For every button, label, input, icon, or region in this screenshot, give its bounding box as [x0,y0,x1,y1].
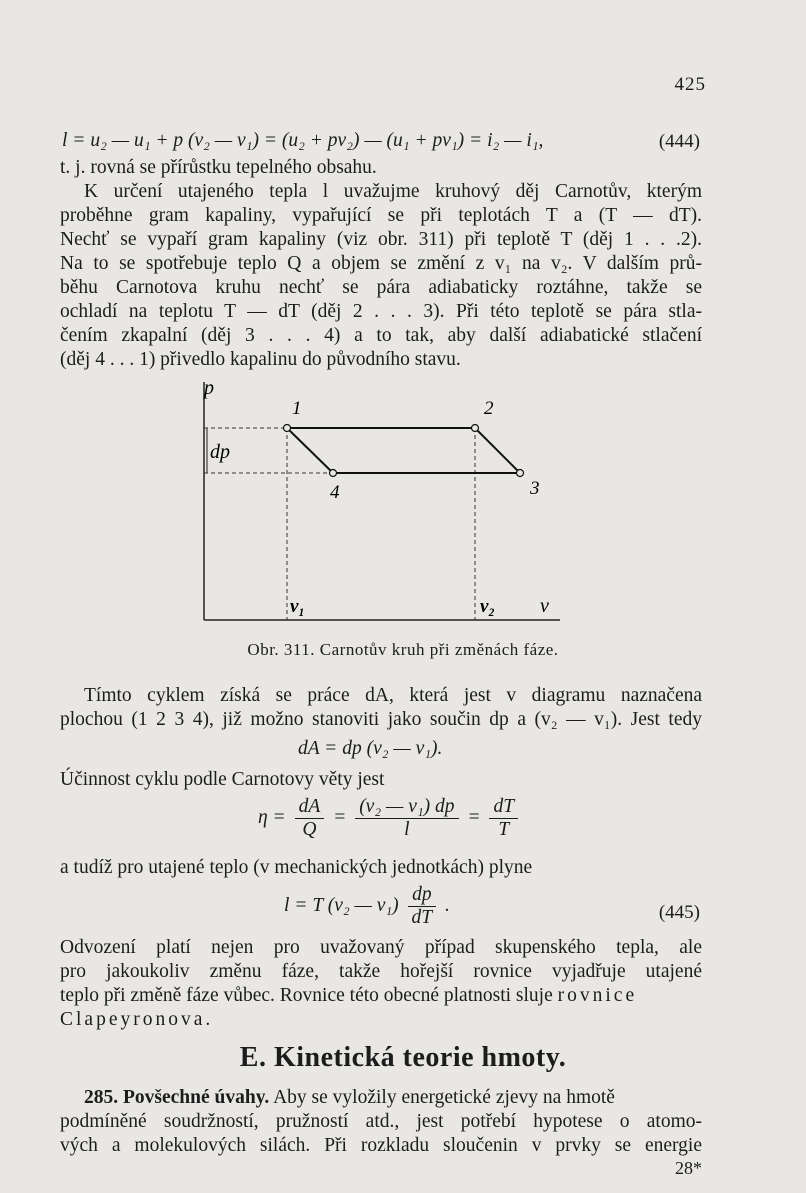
label-v1: v₁ [290,596,306,617]
fraction-dT-T: $\frac{dT}{T}$ [489,796,518,841]
eta-lhs: η = [258,806,286,828]
fraction-dp-l: $\frac{\text{(v₂ — v₁) dp}}{l}$ [355,796,458,841]
text-line: plochou (1 2 3 4), již možno stanoviti jako součin dp a (v₂ — v₁). Jest tedy [60,709,702,730]
text-line: vých a molekulových silách. Při rozkladu sloučenin v prvky se energie [60,1135,702,1156]
text-line: Účinnost cyklu podle Carnotovy věty jest [60,769,385,790]
text-line: běhu Carnotova kruhu nechť se pára adiabaticky roztáhne, takže se [60,277,702,298]
signature-mark: 28* [675,1158,702,1178]
dp-label: dp [210,441,230,463]
text-line: t. j. rovná se přírůstku tepelného obsahu. [60,157,377,178]
text-line: čením zkapalní (děj 3 . . . 4) a to tak, aby další adiabatické stlačení [60,325,702,346]
text-line: Odvození platí nejen pro uvažovaný případ skupenského tepla, ale [60,937,702,958]
label-v2: v₂ [480,596,496,617]
equation-dA: dA = dp (v₂ — v₁). [298,738,443,759]
eta-equals: = [467,806,481,828]
text-line: pro jakoukoliv změnu fáze, takže hořejší rovnice vyjadřuje utajené [60,961,702,982]
subsection-heading: 285. Povšechné úvahy. [84,1087,270,1108]
equation-445: l = T (v₂ — v₁) $\frac{dp}{dT}$ . [284,884,450,928]
fraction-dp-dT: $\frac{dp}{dT}$ [408,884,437,929]
label-point-4: 4 [330,482,340,503]
section-heading: E. Kinetická teorie hmoty. [239,1042,567,1073]
page-number: 425 [674,74,706,95]
text-line: ochladí na teplotu T — dT (děj 2 . . . 3). Při této teplotě se pára stla- [60,301,702,322]
label-point-2: 2 [484,398,494,419]
text-line: podmíněné soudržností, pružností atd., jest potřebí hypotese o atomo- [60,1111,702,1132]
equation-445-number: (445) [658,902,700,923]
text-line: Clapeyronova. [60,1009,211,1030]
text-line: (děj 4 . . . 1) přivedlo kapalinu do původního stavu. [60,349,461,370]
equation-444-number: (444) [658,131,700,152]
text-line: K určení utajeného tepla l uvažujme kruhový děj Carnotův, kterým [84,181,702,202]
state-point-1 [284,425,291,432]
state-point-3 [517,470,524,477]
state-point-2 [472,425,479,432]
label-point-1: 1 [292,398,302,419]
p-axis-label: p [204,377,214,399]
term-clapeyronova: Clapeyronova [60,1009,206,1030]
text-line: teplo při změně fáze vůbec. Rovnice této obecné platnosti sluje rovnice [60,985,638,1006]
equation-444: l = u₂ — u₁ + p (v₂ — v₁) = (u₂ + pv₂) — (u₁ + pv₁) = i₂ — i₁, [62,130,544,151]
text-line: Nechť se vypaří gram kapaliny (viz obr. 311) při teplotě T (děj 1 . . .2). [60,229,702,250]
text-line: a tudíž pro utajené teplo (v mechanických jednotkách) plyne [60,857,533,878]
term-rovnice: rovnice [557,985,638,1006]
equation-efficiency: η = $\frac{dA}{Q}$ = $\frac{\text{(v₂ — v₁) dp}}{l}$ = $\frac{dT}{T}$ [258,796,522,841]
text-line: 285. Povšechné úvahy. Aby se vyložily energetické zjevy na hmotě [84,1087,615,1108]
figure-caption: Obr. 311. Carnotův kruh při změnách fáze. [247,640,559,659]
label-point-3: 3 [530,478,540,499]
carnot-figure [190,370,570,632]
text-line: Tímto cyklem získá se práce dA, která jest v diagramu naznačena [84,685,702,706]
text-line: Na to se spotřebuje teplo Q a objem se změní z v₁ na v₂. V dalším prů- [60,253,702,274]
v-axis-label: v [540,595,549,617]
state-point-4 [330,470,337,477]
text-line: proběhne gram kapaliny, vypařující se při teplotách T a (T — dT). [60,205,702,226]
fraction-dA-Q: $\frac{dA}{Q}$ [295,796,325,841]
carnot-cycle [287,428,520,473]
